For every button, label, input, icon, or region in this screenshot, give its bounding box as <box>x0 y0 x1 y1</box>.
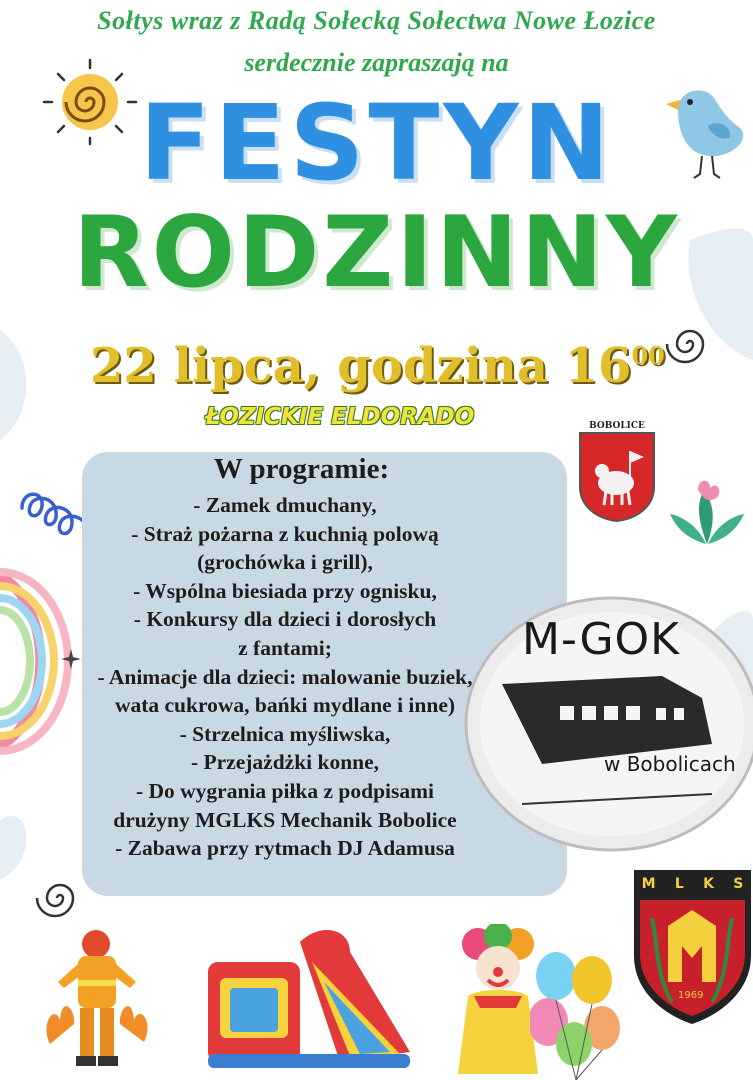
program-item: drużyny MGLKS Mechanik Bobolice <box>113 807 457 832</box>
program-item: - Zamek dmuchany, <box>193 493 377 517</box>
mlks-year: 1969 <box>678 990 704 1001</box>
mgok-subtitle: w Bobolicach <box>604 752 736 776</box>
organizer-line: Sołtys wraz z Radą Sołecką Sołectwa Nowe Łozice <box>97 6 656 35</box>
program-heading: W programie: <box>213 453 390 485</box>
program-item: - Strzelnica myśliwska, <box>179 721 391 746</box>
mgok-title: M-GOK <box>522 614 681 665</box>
balloons-icon <box>530 950 630 1080</box>
mlks-logo <box>632 866 753 1026</box>
program-item: - Animacje dla dzieci: malowanie buziek, <box>97 664 473 689</box>
plant-icon <box>668 470 746 546</box>
program-item: z fantami; <box>238 635 332 660</box>
swirl-icon <box>30 868 90 928</box>
date-time-text: 22 lipca, godzina 16 <box>90 338 632 394</box>
program-item: - Przejażdżki konne, <box>190 750 380 775</box>
event-date-time <box>90 338 665 394</box>
mlks-letter: K <box>703 876 714 892</box>
firefighter-icon <box>40 924 155 1074</box>
program-item: - Straż pożarna z kuchnią polową <box>131 521 439 546</box>
program-item: - Do wygrania piłka z podpisami <box>135 778 435 803</box>
program-item: wata cukrowa, bańki mydlane i inne) <box>114 693 456 718</box>
program-item: - Zabawa przy rytmach DJ Adamusa <box>115 836 455 861</box>
venue: ŁOZICKIE ELDORADO <box>205 404 475 430</box>
crest-shield-icon <box>578 431 656 523</box>
program-item: (grochówka i grill), <box>197 550 373 575</box>
mlks-letter: M <box>641 876 656 892</box>
invite-line: serdecznie zapraszają na <box>244 48 509 77</box>
bobolice-crest <box>578 421 656 528</box>
mgok-logo <box>462 594 753 854</box>
mlks-letter: S <box>733 876 744 892</box>
mlks-letter: L <box>674 876 684 892</box>
title-rodzinny: RODZINNY <box>73 196 680 310</box>
swirl-icon <box>660 318 720 368</box>
time-superscript: 00 <box>631 341 665 370</box>
program-item: - Konkursy dla dzieci i dorosłych <box>133 607 437 632</box>
program-item: - Wspólna biesiada przy ognisku, <box>133 578 437 603</box>
crest-label: BOBOLICE <box>589 421 645 431</box>
title-festyn: FESTYN <box>139 82 614 204</box>
mlks-letters <box>632 876 753 892</box>
bouncy-castle-icon <box>200 922 420 1072</box>
